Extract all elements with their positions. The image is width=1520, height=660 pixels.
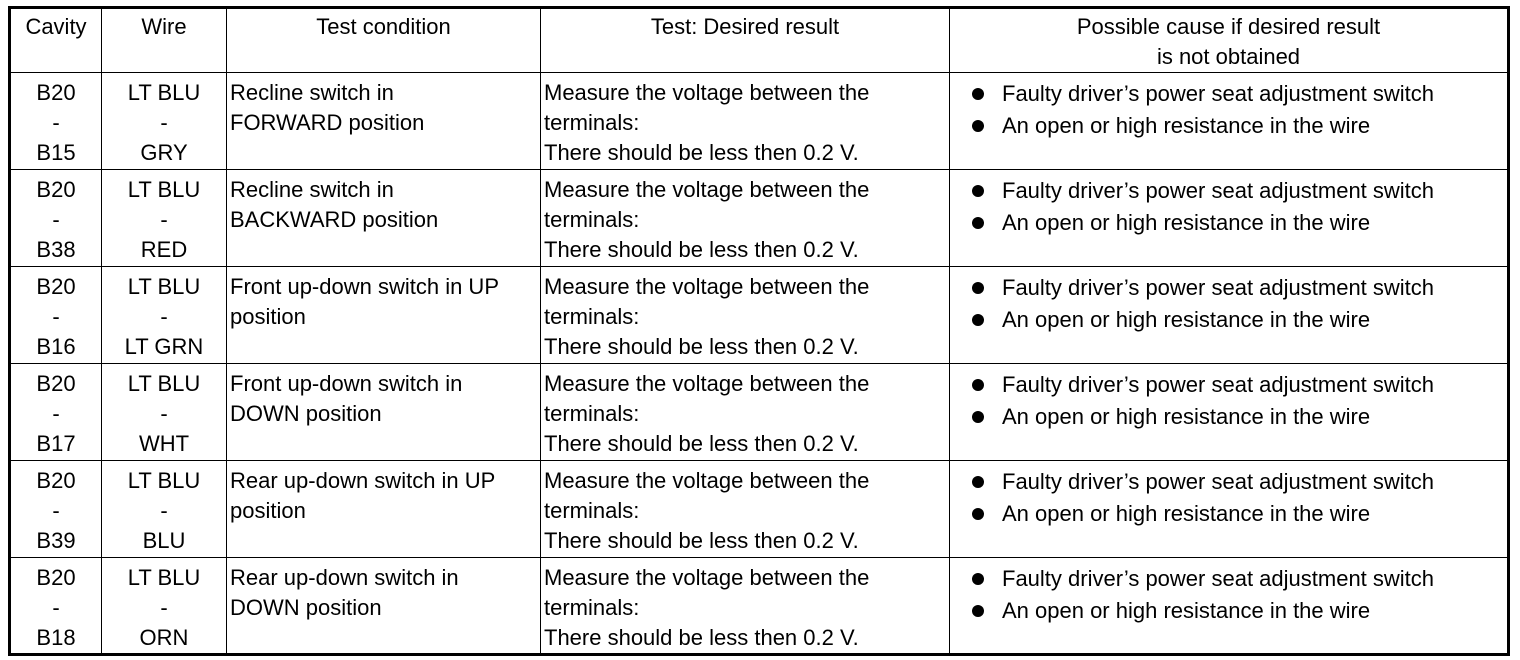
header-cavity: Cavity bbox=[10, 8, 102, 73]
desired-result-line: Measure the voltage between the bbox=[544, 80, 870, 105]
bullet-icon bbox=[972, 508, 984, 520]
test-condition-line: FORWARD position bbox=[230, 110, 425, 135]
test-condition-line: DOWN position bbox=[230, 595, 382, 620]
bullet-icon bbox=[972, 217, 984, 229]
desired-result-cell bbox=[541, 170, 950, 267]
test-condition-line: Front up-down switch in bbox=[230, 371, 463, 396]
desired-result-line: Measure the voltage between the bbox=[544, 371, 870, 396]
desired-result-line: There should be less then 0.2 V. bbox=[544, 431, 859, 456]
wire-cell bbox=[102, 558, 227, 655]
cavity-to: B18 bbox=[36, 625, 76, 650]
wire-separator: - bbox=[160, 110, 168, 135]
possible-cause-text: Faulty driver’s power seat adjustment switch bbox=[1002, 372, 1435, 397]
possible-cause-list bbox=[950, 563, 1507, 627]
cavity-separator: - bbox=[52, 498, 60, 523]
cavity-to: B16 bbox=[36, 334, 76, 359]
cavity-cell bbox=[10, 267, 102, 364]
desired-result-line: There should be less then 0.2 V. bbox=[544, 140, 859, 165]
wire-cell bbox=[102, 364, 227, 461]
desired-result-cell bbox=[541, 364, 950, 461]
desired-result-line: Measure the voltage between the bbox=[544, 565, 870, 590]
desired-result-line: Measure the voltage between the bbox=[544, 177, 870, 202]
desired-result-line: terminals: bbox=[544, 498, 640, 523]
possible-cause-item bbox=[972, 175, 1507, 207]
header-possible-cause-line1: Possible cause if desired result bbox=[1076, 14, 1381, 39]
desired-result-line: terminals: bbox=[544, 304, 640, 329]
possible-cause-list bbox=[950, 466, 1507, 530]
desired-result-line: There should be less then 0.2 V. bbox=[544, 334, 859, 359]
test-condition-line: DOWN position bbox=[230, 401, 382, 426]
cavity-to: B15 bbox=[36, 140, 76, 165]
cavity-separator: - bbox=[52, 304, 60, 329]
wire-from: LT BLU bbox=[127, 468, 201, 493]
header-row bbox=[10, 8, 1509, 73]
wire-cell bbox=[102, 73, 227, 170]
possible-cause-text: Faulty driver’s power seat adjustment switch bbox=[1002, 178, 1435, 203]
possible-cause-text: Faulty driver’s power seat adjustment switch bbox=[1002, 566, 1435, 591]
cavity-cell bbox=[10, 73, 102, 170]
header-wire: Wire bbox=[102, 8, 227, 73]
cavity-to: B38 bbox=[36, 237, 76, 262]
desired-result-cell bbox=[541, 558, 950, 655]
test-condition-line: Recline switch in bbox=[230, 177, 394, 202]
possible-cause-cell bbox=[950, 461, 1509, 558]
test-condition-cell bbox=[227, 267, 541, 364]
bullet-icon bbox=[972, 120, 984, 132]
wire-to: RED bbox=[140, 237, 188, 262]
wire-to: ORN bbox=[139, 625, 189, 650]
wire-to: BLU bbox=[142, 528, 186, 553]
header-possible-cause bbox=[950, 8, 1509, 73]
possible-cause-item bbox=[972, 498, 1507, 530]
desired-result-cell bbox=[541, 267, 950, 364]
cavity-from: B20 bbox=[36, 371, 76, 396]
cavity-to: B39 bbox=[36, 528, 76, 553]
wire-to: GRY bbox=[140, 140, 188, 165]
possible-cause-item bbox=[972, 401, 1507, 433]
cavity-cell bbox=[10, 558, 102, 655]
test-condition-cell bbox=[227, 170, 541, 267]
table-row bbox=[10, 73, 1509, 170]
test-condition-line: Rear up-down switch in bbox=[230, 565, 459, 590]
cavity-separator: - bbox=[52, 401, 60, 426]
wire-to: LT GRN bbox=[124, 334, 204, 359]
cavity-cell bbox=[10, 364, 102, 461]
possible-cause-text: An open or high resistance in the wire bbox=[1002, 598, 1371, 623]
possible-cause-cell bbox=[950, 364, 1509, 461]
table-row bbox=[10, 267, 1509, 364]
table-row bbox=[10, 170, 1509, 267]
desired-result-line: Measure the voltage between the bbox=[544, 468, 870, 493]
possible-cause-list bbox=[950, 175, 1507, 239]
possible-cause-text: Faulty driver’s power seat adjustment switch bbox=[1002, 81, 1435, 106]
possible-cause-cell bbox=[950, 170, 1509, 267]
test-condition-cell bbox=[227, 461, 541, 558]
cavity-to: B17 bbox=[36, 431, 76, 456]
wire-cell bbox=[102, 267, 227, 364]
wire-to: WHT bbox=[138, 431, 190, 456]
possible-cause-item bbox=[972, 207, 1507, 239]
bullet-icon bbox=[972, 314, 984, 326]
table-row bbox=[10, 558, 1509, 655]
desired-result-line: There should be less then 0.2 V. bbox=[544, 237, 859, 262]
cavity-separator: - bbox=[52, 595, 60, 620]
cavity-separator: - bbox=[52, 110, 60, 135]
wire-from: LT BLU bbox=[127, 565, 201, 590]
possible-cause-list bbox=[950, 272, 1507, 336]
possible-cause-text: An open or high resistance in the wire bbox=[1002, 113, 1371, 138]
bullet-icon bbox=[972, 185, 984, 197]
test-condition-line: Recline switch in bbox=[230, 80, 394, 105]
possible-cause-text: An open or high resistance in the wire bbox=[1002, 404, 1371, 429]
cavity-from: B20 bbox=[36, 274, 76, 299]
possible-cause-item bbox=[972, 272, 1507, 304]
cavity-cell bbox=[10, 461, 102, 558]
possible-cause-item bbox=[972, 78, 1507, 110]
possible-cause-item bbox=[972, 369, 1507, 401]
wire-separator: - bbox=[160, 304, 168, 329]
test-condition-line: Front up-down switch in UP bbox=[230, 274, 499, 299]
wire-separator: - bbox=[160, 401, 168, 426]
possible-cause-list bbox=[950, 369, 1507, 433]
wire-from: LT BLU bbox=[127, 274, 201, 299]
test-condition-cell bbox=[227, 364, 541, 461]
desired-result-line: terminals: bbox=[544, 401, 640, 426]
desired-result-line: terminals: bbox=[544, 110, 640, 135]
header-test-condition: Test condition bbox=[227, 8, 541, 73]
test-condition-line: Rear up-down switch in UP bbox=[230, 468, 496, 493]
desired-result-line: terminals: bbox=[544, 595, 640, 620]
possible-cause-item bbox=[972, 595, 1507, 627]
cavity-cell bbox=[10, 170, 102, 267]
possible-cause-text: Faulty driver’s power seat adjustment switch bbox=[1002, 275, 1435, 300]
desired-result-line: There should be less then 0.2 V. bbox=[544, 625, 859, 650]
bullet-icon bbox=[972, 282, 984, 294]
possible-cause-text: An open or high resistance in the wire bbox=[1002, 210, 1371, 235]
wire-from: LT BLU bbox=[127, 80, 201, 105]
wire-separator: - bbox=[160, 498, 168, 523]
possible-cause-item bbox=[972, 110, 1507, 142]
possible-cause-text: An open or high resistance in the wire bbox=[1002, 307, 1371, 332]
bullet-icon bbox=[972, 411, 984, 423]
possible-cause-cell bbox=[950, 558, 1509, 655]
desired-result-line: There should be less then 0.2 V. bbox=[544, 528, 859, 553]
bullet-icon bbox=[972, 605, 984, 617]
possible-cause-text: Faulty driver’s power seat adjustment switch bbox=[1002, 469, 1435, 494]
table-row bbox=[10, 461, 1509, 558]
desired-result-cell bbox=[541, 461, 950, 558]
desired-result-line: terminals: bbox=[544, 207, 640, 232]
possible-cause-item bbox=[972, 304, 1507, 336]
desired-result-line: Measure the voltage between the bbox=[544, 274, 870, 299]
bullet-icon bbox=[972, 573, 984, 585]
table-body bbox=[10, 73, 1509, 655]
bullet-icon bbox=[972, 88, 984, 100]
test-condition-line: position bbox=[230, 498, 306, 523]
test-condition-line: BACKWARD position bbox=[230, 207, 439, 232]
header-desired-result: Test: Desired result bbox=[541, 8, 950, 73]
wire-separator: - bbox=[160, 207, 168, 232]
diagnostic-table bbox=[8, 6, 1510, 656]
wire-from: LT BLU bbox=[127, 371, 201, 396]
test-condition-line: position bbox=[230, 304, 306, 329]
diagnostic-table-wrapper bbox=[8, 6, 1510, 656]
cavity-separator: - bbox=[52, 207, 60, 232]
cavity-from: B20 bbox=[36, 468, 76, 493]
possible-cause-item bbox=[972, 466, 1507, 498]
possible-cause-text: An open or high resistance in the wire bbox=[1002, 501, 1371, 526]
desired-result-cell bbox=[541, 73, 950, 170]
test-condition-cell bbox=[227, 558, 541, 655]
possible-cause-cell bbox=[950, 267, 1509, 364]
wire-cell bbox=[102, 170, 227, 267]
possible-cause-list bbox=[950, 78, 1507, 142]
cavity-from: B20 bbox=[36, 80, 76, 105]
bullet-icon bbox=[972, 476, 984, 488]
header-possible-cause-line2: is not obtained bbox=[1156, 44, 1301, 69]
cavity-from: B20 bbox=[36, 565, 76, 590]
wire-separator: - bbox=[160, 595, 168, 620]
possible-cause-cell bbox=[950, 73, 1509, 170]
cavity-from: B20 bbox=[36, 177, 76, 202]
table-row bbox=[10, 364, 1509, 461]
wire-from: LT BLU bbox=[127, 177, 201, 202]
test-condition-cell bbox=[227, 73, 541, 170]
possible-cause-item bbox=[972, 563, 1507, 595]
bullet-icon bbox=[972, 379, 984, 391]
wire-cell bbox=[102, 461, 227, 558]
table-header bbox=[10, 8, 1509, 73]
